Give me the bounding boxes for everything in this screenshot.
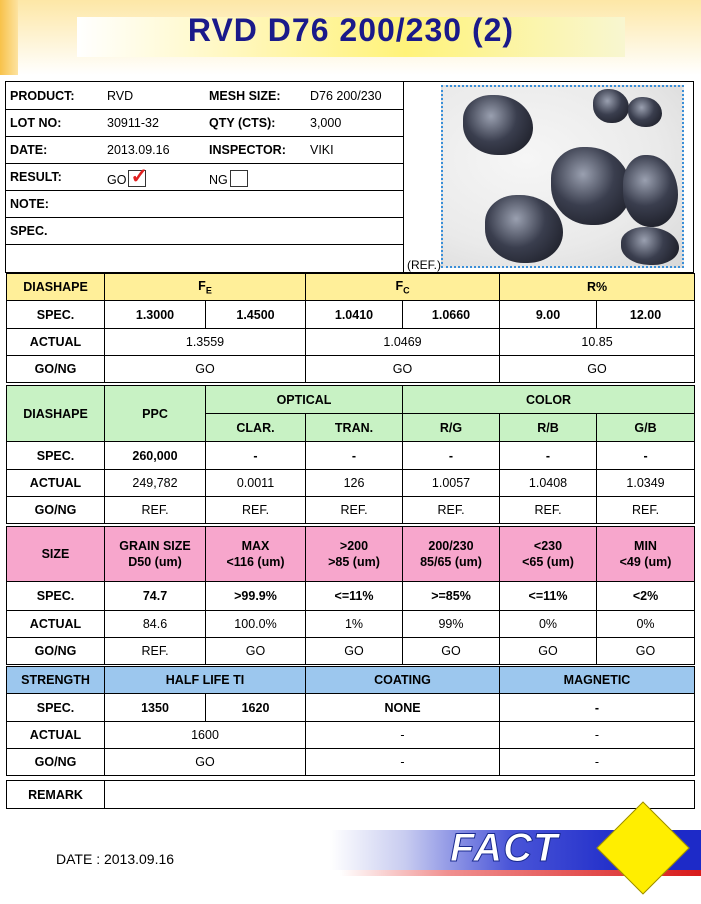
col-range: <49 (um) [619,555,672,569]
t1-actual-label: ACTUAL [7,329,105,356]
diashape-ppc-table [6,385,695,524]
t4-actual-label: ACTUAL [7,722,105,749]
qty-label: QTY (CTS): [209,116,276,130]
t3-actual-cell: 0% [597,611,695,638]
t1-spec-cell: 1.0660 [403,301,500,329]
col-range: D50 (um) [128,555,182,569]
t1-actual-cell: 1.3559 [105,329,306,356]
t4-actual-cell: - [306,722,500,749]
info-row-spec [6,217,403,245]
t2-actual-label: ACTUAL [7,470,105,497]
inspector-value: VIKI [310,143,334,157]
t4-gong-cell: - [500,749,695,776]
t3-spec-cell: 74.7 [105,582,206,611]
t3-spec-cell: <2% [597,582,695,611]
lot-label: LOT NO: [10,116,62,130]
info-row-product [6,82,403,110]
ref-label: (REF.) [407,258,441,272]
t1-gong-cell: GO [105,356,306,383]
t1-header-diashape: DIASHAPE [7,274,105,301]
t3-header-col [105,527,206,582]
t2-spec-cell: - [306,442,403,470]
col-title: 200/230 [428,539,474,553]
grain-image [623,155,678,227]
t2-actual-cell: 126 [306,470,403,497]
go-checkbox[interactable] [128,165,149,188]
grain-image [463,95,533,155]
size-table [6,526,695,665]
inspector-label: INSPECTOR: [209,143,286,157]
fact-logo: FACT [450,826,559,870]
t3-header-col [206,527,306,582]
t2-spec-cell: - [597,442,695,470]
page-title: RVD D76 200/230 (2) [187,12,515,48]
t3-spec-cell: <=11% [306,582,403,611]
t2-gong-cell: REF. [206,497,306,524]
t4-actual-cell: - [500,722,695,749]
t4-spec-cell: - [500,694,695,722]
date-value: 2013.09.16 [107,143,170,157]
t3-actual-cell: 100.0% [206,611,306,638]
t3-spec-cell: >=85% [403,582,500,611]
t3-header-col [597,527,695,582]
col-range: <116 (um) [226,555,285,569]
fc-label: F [395,278,404,293]
t3-gong-cell: GO [500,638,597,665]
grain-image [628,97,662,127]
t3-header-size: SIZE [7,527,105,582]
mesh-label: MESH SIZE: [209,89,281,103]
t2-spec-cell: 260,000 [105,442,206,470]
lot-value: 30911-32 [107,116,159,130]
remark-table [6,780,695,809]
t2-sub-header: R/B [500,414,597,442]
t2-sub-header: R/G [403,414,500,442]
result-label: RESULT: [10,170,62,184]
t3-header-col [306,527,403,582]
info-row-date [6,136,403,164]
t3-gong-cell: GO [403,638,500,665]
t2-actual-cell: 0.0011 [206,470,306,497]
t4-spec-cell: NONE [306,694,500,722]
t3-spec-cell: <=11% [500,582,597,611]
t3-actual-cell: 84.6 [105,611,206,638]
col-title: <230 [533,539,563,553]
go-label: GO [107,173,127,187]
t2-header-color: COLOR [403,386,695,414]
t2-gong-cell: REF. [306,497,403,524]
footer-date: DATE : 2013.09.16 [56,851,175,867]
spec-label: SPEC. [10,224,48,238]
ng-checkbox[interactable] [230,170,248,187]
t3-spec-cell: >99.9% [206,582,306,611]
t4-header-coating: COATING [306,667,500,694]
fe-label: F [198,278,206,293]
remark-label: REMARK [7,781,105,809]
t1-spec-cell: 1.0410 [306,301,403,329]
info-row-result [6,163,403,191]
t3-header-col [403,527,500,582]
t2-actual-cell: 249,782 [105,470,206,497]
t4-gong-label: GO/NG [7,749,105,776]
t2-sub-header: CLAR. [206,414,306,442]
date-label: DATE: [10,143,48,157]
col-title: >200 [339,539,369,553]
col-title: GRAIN SIZE [119,539,191,553]
strength-table [6,666,695,776]
t1-gong-label: GO/NG [7,356,105,383]
result-ng [209,170,248,187]
t4-actual-cell: 1600 [105,722,306,749]
t3-actual-cell: 0% [500,611,597,638]
fc-sub: C [403,285,410,296]
t2-spec-cell: - [206,442,306,470]
t1-header-fe [105,274,306,301]
t1-spec-label: SPEC. [7,301,105,329]
t2-gong-cell: REF. [500,497,597,524]
result-go [107,165,149,188]
t2-header-diashape: DIASHAPE [7,386,105,442]
qty-value: 3,000 [310,116,342,130]
t3-actual-cell: 1% [306,611,403,638]
t4-header-magnetic: MAGNETIC [500,667,695,694]
t2-gong-cell: REF. [105,497,206,524]
t3-gong-cell: GO [306,638,403,665]
grain-image [551,147,631,225]
t3-actual-label: ACTUAL [7,611,105,638]
t2-actual-cell: 1.0349 [597,470,695,497]
t2-header-optical: OPTICAL [206,386,403,414]
col-title: MAX [241,539,270,553]
t3-gong-cell: REF. [105,638,206,665]
t2-sub-header: TRAN. [306,414,403,442]
t2-spec-cell: - [403,442,500,470]
t3-gong-cell: GO [206,638,306,665]
t4-header-half-life: HALF LIFE TI [105,667,306,694]
product-value: RVD [107,89,134,103]
t1-spec-cell: 1.4500 [206,301,306,329]
t2-actual-cell: 1.0057 [403,470,500,497]
t2-gong-cell: REF. [597,497,695,524]
t1-gong-cell: GO [306,356,500,383]
t3-spec-label: SPEC. [7,582,105,611]
info-form [5,81,694,273]
ng-label: NG [209,173,228,187]
t4-gong-cell: - [306,749,500,776]
grain-image [593,89,629,123]
grain-image [485,195,563,263]
info-row-lot [6,109,403,137]
yellow-diamond-icon [596,801,689,894]
t1-header-r: R% [500,274,695,301]
col-title: MIN [634,539,657,553]
t2-spec-cell: - [500,442,597,470]
t2-actual-cell: 1.0408 [500,470,597,497]
info-row-note [6,190,403,218]
col-range: 85/65 (um) [420,555,482,569]
t1-spec-cell: 1.3000 [105,301,206,329]
t2-gong-cell: REF. [403,497,500,524]
note-label: NOTE: [10,197,49,211]
info-fields [6,82,404,272]
t2-sub-header: G/B [597,414,695,442]
t4-header-strength: STRENGTH [7,667,105,694]
t4-spec-cell: 1350 [105,694,206,722]
checkmark-icon: ✓ [130,165,149,188]
t1-actual-cell: 10.85 [500,329,695,356]
t2-gong-label: GO/NG [7,497,105,524]
col-range: >85 (um) [328,555,380,569]
col-range: <65 (um) [522,555,574,569]
fe-sub: E [205,285,212,296]
mesh-value: D76 200/230 [310,89,382,103]
t2-header-ppc: PPC [105,386,206,442]
t2-spec-label: SPEC. [7,442,105,470]
t1-gong-cell: GO [500,356,695,383]
t4-gong-cell: GO [105,749,306,776]
t1-spec-cell: 12.00 [597,301,695,329]
t3-gong-label: GO/NG [7,638,105,665]
t1-header-fc [306,274,500,301]
t1-actual-cell: 1.0469 [306,329,500,356]
remark-value [105,781,695,809]
diashape-fe-fc-table [6,273,695,383]
t3-actual-cell: 99% [403,611,500,638]
t4-spec-cell: 1620 [206,694,306,722]
t3-gong-cell: GO [597,638,695,665]
header-accent [0,0,18,75]
t1-spec-cell: 9.00 [500,301,597,329]
t4-spec-label: SPEC. [7,694,105,722]
t3-header-col [500,527,597,582]
grain-image [621,227,679,265]
product-label: PRODUCT: [10,89,75,103]
sample-photo [441,85,684,268]
